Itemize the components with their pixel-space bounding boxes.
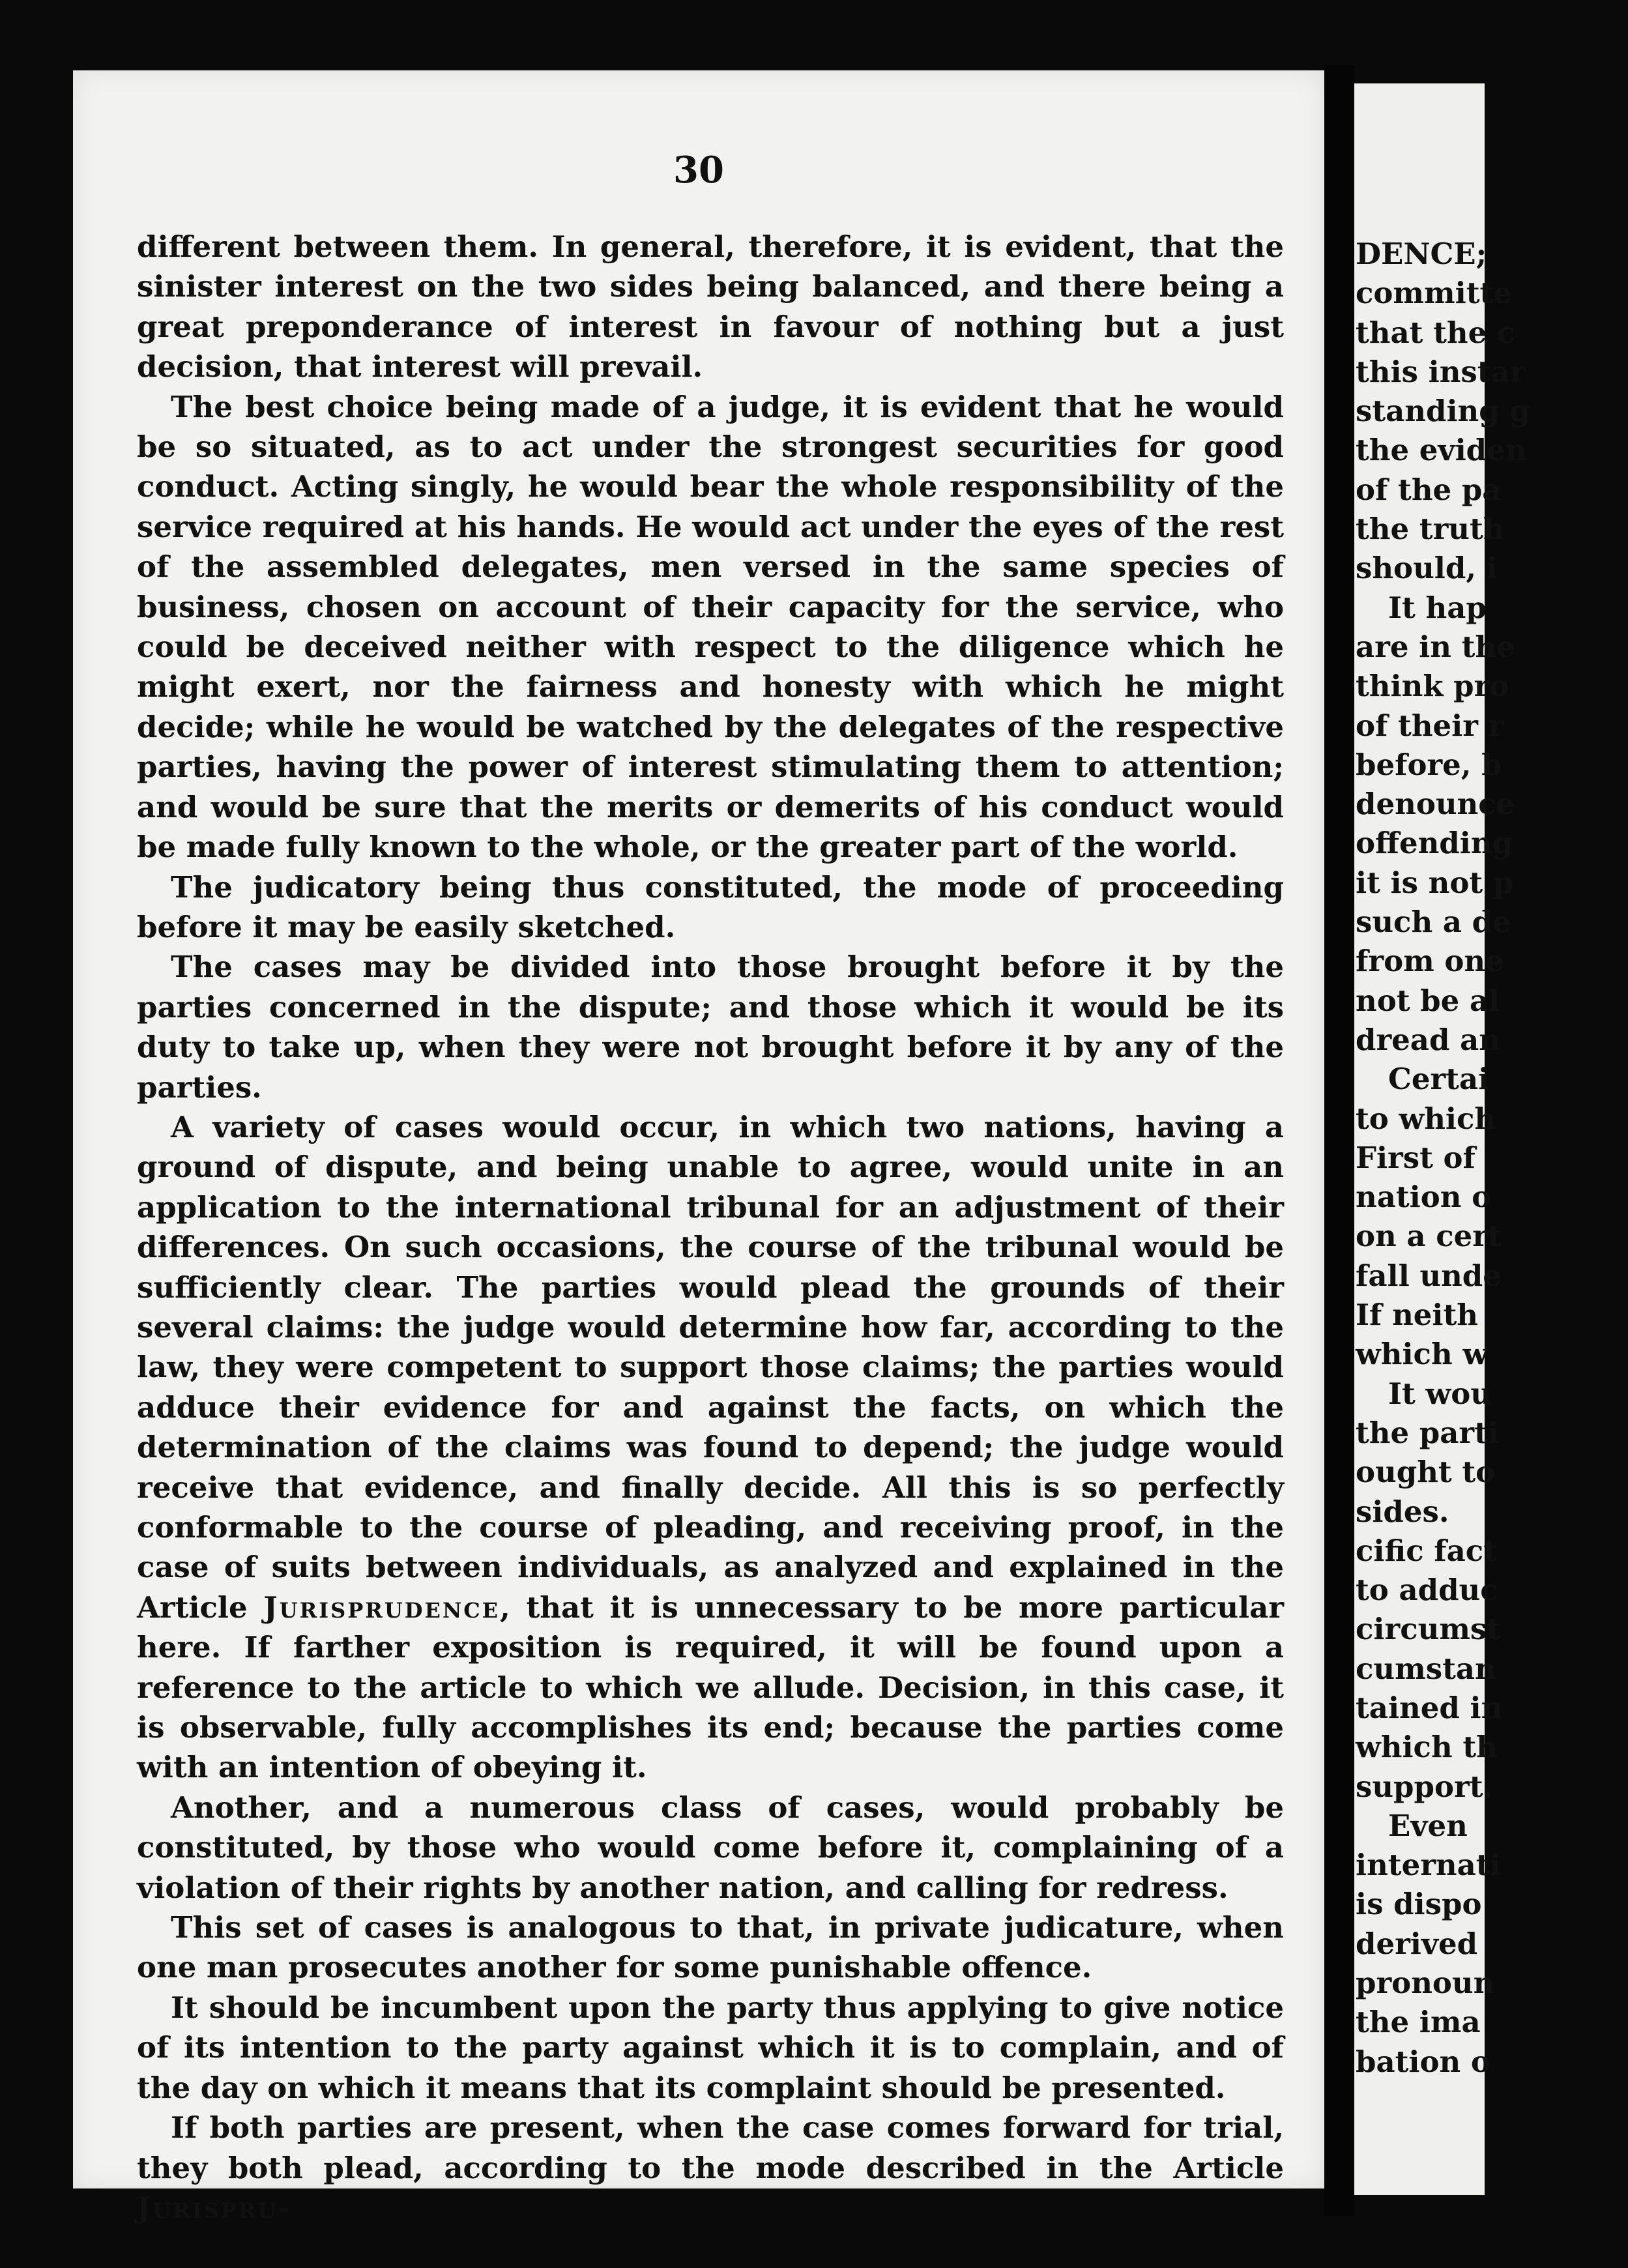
facing-page-line: such a de xyxy=(1356,905,1511,940)
article-reference: Jurisprudence xyxy=(263,1590,501,1625)
facing-page-line: the truth xyxy=(1356,512,1505,547)
facing-page-line: before, b xyxy=(1356,747,1502,782)
paragraph: Another, and a numerous class of cases, would probably be constituted, by those who would come before it, complaining of a violation of their rights by another nation, and calling for redress. xyxy=(137,1790,1284,1905)
facing-page-line: pronoun xyxy=(1356,1966,1495,2001)
page-gutter xyxy=(1324,65,1354,2216)
facing-page-line: bation o xyxy=(1356,2044,1490,2079)
facing-page-line: derived xyxy=(1356,1926,1478,1961)
facing-page-line: cific fact xyxy=(1356,1533,1497,1568)
facing-page-line: that the c xyxy=(1356,315,1515,350)
facing-page-line: of the pa xyxy=(1356,472,1502,507)
facing-page-line: is dispo xyxy=(1356,1887,1482,1922)
paragraph: different between them. In general, therefore, it is evident, that the sinister interest on the two sides being balanced, and there being a great preponderance of interest in favour of nothing but a just decision, that interest will prevail. xyxy=(137,229,1284,385)
main-text-body xyxy=(137,227,1284,2228)
facing-page-line: fall unde xyxy=(1356,1258,1502,1293)
facing-page-line: committe xyxy=(1356,276,1512,311)
paragraph: It should be incumbent upon the party thus applying to give notice of its intention to the party against which it is to complain, and of the day on which it means that its complaint should be presented. xyxy=(137,1990,1284,2105)
facing-page-line: Even xyxy=(1388,1808,1468,1843)
facing-page-line: It hap xyxy=(1388,590,1487,625)
facing-page-line: which w xyxy=(1356,1337,1489,1372)
facing-page-line: it is not p xyxy=(1356,865,1514,900)
facing-page-line: nation o xyxy=(1356,1180,1492,1215)
facing-page-line: to which xyxy=(1356,1101,1496,1136)
facing-page-line: this instar xyxy=(1356,354,1526,389)
facing-page-line: sides. xyxy=(1356,1494,1449,1529)
facing-page-line: the ima xyxy=(1356,2005,1481,2040)
facing-page-line: of their r xyxy=(1356,708,1504,743)
facing-page-line: circumst xyxy=(1356,1612,1501,1647)
facing-page-line: should, i xyxy=(1356,551,1498,586)
page-number: 30 xyxy=(673,149,724,192)
facing-page-text xyxy=(1354,235,1628,2082)
facing-page-line: DENCE; xyxy=(1356,237,1487,271)
paragraph: The best choice being made of a judge, it is evident that he would be so situated, as to act under the strongest securities for good conduct. Acting singly, he would bear the whole responsibility of the service required at his hands. He would act under the eyes of the rest of the assembled delegates, men versed in the same species of business, chosen on account of their capacity for the service, who could be deceived neither with respect to the diligence which he might exert, nor the fairness and honesty with which he might decide; while he would be watched by the delegates of the respective parties, having the power of interest stimulating them to attention; and would be sure that the merits or demerits of his conduct would be made fully known to the whole, or the greater part of the world. xyxy=(137,389,1284,865)
facing-page-line: the eviden xyxy=(1356,433,1527,468)
paragraph: If both parties are present, when the case comes forward for trial, they both plead, according to the mode described in the Article Jurispru- xyxy=(137,2110,1284,2225)
facing-page-line: Certai xyxy=(1388,1062,1490,1097)
facing-page-line: the parti xyxy=(1356,1415,1500,1450)
facing-page-line: think pro xyxy=(1356,669,1509,704)
facing-page-line: If neith xyxy=(1356,1298,1479,1333)
facing-page-line: on a cert xyxy=(1356,1219,1502,1254)
paragraph: The judicatory being thus constituted, the mode of proceeding before it may be easily sketched. xyxy=(137,869,1284,944)
facing-page-line: which th xyxy=(1356,1730,1498,1765)
facing-page-line: not be al xyxy=(1356,983,1500,1018)
facing-page-line: are in the xyxy=(1356,629,1515,664)
facing-page-line: denounce xyxy=(1356,787,1515,822)
facing-page-line: internati xyxy=(1356,1848,1501,1883)
facing-page-line: tained in xyxy=(1356,1690,1503,1725)
facing-page-line: First of xyxy=(1356,1140,1475,1175)
facing-page-line: standing g xyxy=(1356,394,1530,429)
paragraph: The cases may be divided into those brought before it by the parties concerned in the dispute; and those which it would be its duty to take up, when they were not brought before it by any of the parties. xyxy=(137,950,1284,1105)
article-reference: Jurispru- xyxy=(137,2190,293,2225)
left-page xyxy=(73,70,1324,2225)
facing-page xyxy=(1354,83,1530,2195)
facing-page-line: offending xyxy=(1356,826,1513,861)
facing-page-line: from one xyxy=(1356,944,1504,979)
facing-page-line: ought to xyxy=(1356,1455,1496,1490)
facing-page-line: It wou xyxy=(1388,1376,1492,1411)
facing-page-line: cumstan xyxy=(1356,1651,1496,1686)
facing-page-line: support. xyxy=(1356,1769,1494,1804)
facing-page-line: dread an xyxy=(1356,1022,1500,1057)
facing-page-line: to adduc xyxy=(1356,1573,1498,1608)
paragraph: This set of cases is analogous to that, in private judicature, when one man prosecutes another for some punishable offence. xyxy=(137,1910,1284,1985)
paragraph: A variety of cases would occur, in which two nations, having a ground of dispute, and being unable to agree, would unite in an application to the international tribunal for an adjustment of their differences. On such occasions, the course of the tribunal would be sufficiently clear. The parties would plead the grounds of their several claims: the judge would determine how far, according to the law, they were competent to support those claims; the parties would adduce their evidence for and against the facts, on which the determination of the claims was found to depend; the judge would receive that evidence, and finally decide. All this is so perfectly conformable to the course of pleading, and receiving proof, in the case of suits between individuals, as analyzed and explained in the Article Jurisprudence, that it is unnecessary to be more particular here. If farther exposition is required, it will be found upon a reference to the article to which we allude. Decision, in this case, it is observable, fully accomplishes its end; because the parties come with an intention of obeying it. xyxy=(137,1109,1285,1785)
